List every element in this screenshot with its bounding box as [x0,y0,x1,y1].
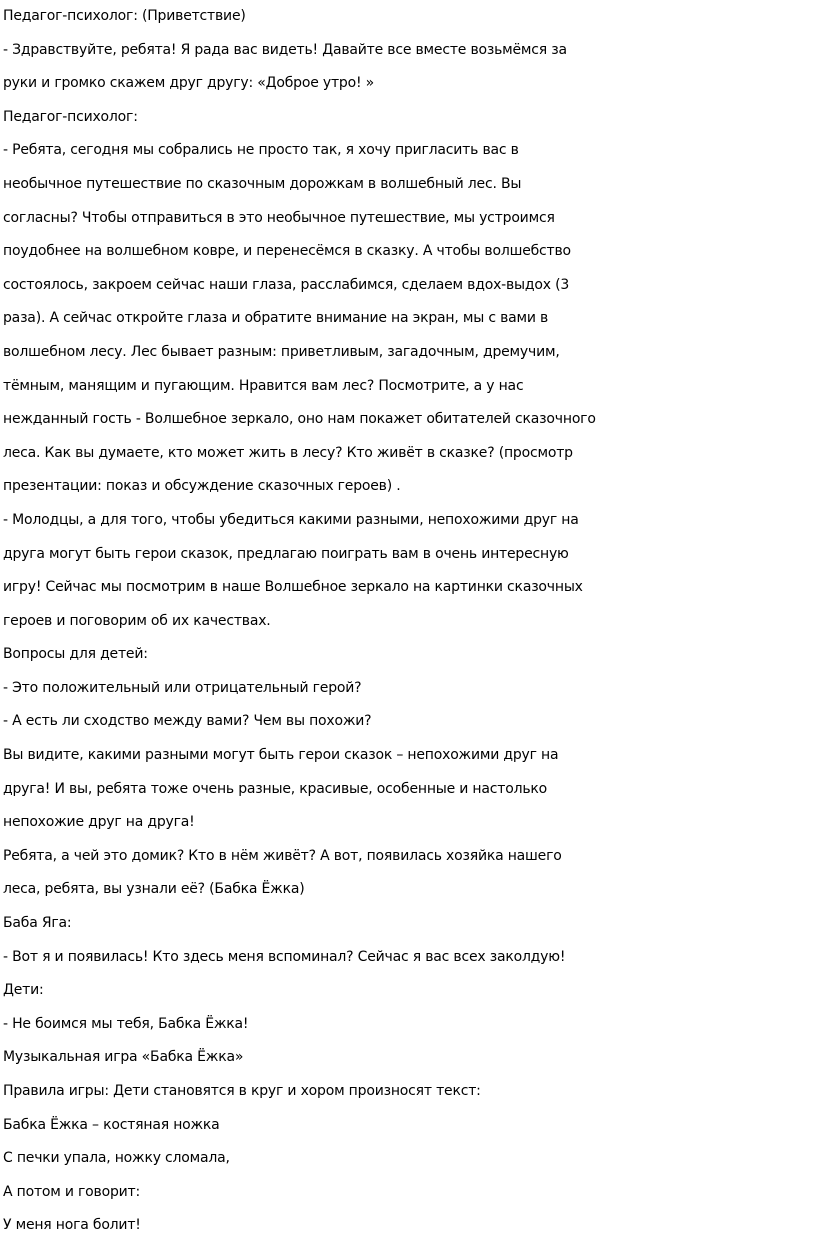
text-line: нежданный гость - Волшебное зеркало, оно нам покажет обитателей сказочного [3,411,596,428]
text-line: Дети: [3,982,44,999]
text-line: тёмным, манящим и пугающим. Нравится вам лес? Посмотрите, а у нас [3,377,524,394]
text-line: Ребята, а чей это домик? Кто в нём живёт? А вот, появилась хозяйка нашего [3,847,562,864]
text-line: Музыкальная игра «Бабка Ёжка» [3,1049,244,1066]
text-line: руки и громко скажем друг другу: «Доброе утро! » [3,75,374,92]
text-line: Педагог-психолог: (Приветствие) [3,8,246,24]
text-line: У меня нога болит! [3,1217,141,1234]
text-line: игру! Сейчас мы посмотрим в наше Волшебное зеркало на картинки сказочных [3,579,583,596]
text-line: Педагог-психолог: [3,108,138,125]
text-line: волшебном лесу. Лес бывает разным: приветливым, загадочным, дремучим, [3,343,560,360]
text-line: леса. Как вы думаете, кто может жить в лесу? Кто живёт в сказке? (просмотр [3,444,573,461]
text-line: - Не боимся мы тебя, Бабка Ёжка! [3,1015,249,1032]
text-line: леса, ребята, вы узнали её? (Бабка Ёжка) [3,881,305,898]
text-line: Бабка Ёжка – костяная ножка [3,1116,220,1133]
text-line: А потом и говорит: [3,1183,141,1200]
text-line: - Молодцы, а для того, чтобы убедиться какими разными, непохожими друг на [3,511,579,528]
text-line: друга могут быть герои сказок, предлагаю поиграть вам в очень интересную [3,545,569,562]
text-line: героев и поговорим об их качествах. [3,612,271,629]
text-line: - Вот я и появилась! Кто здесь меня вспоминал? Сейчас я вас всех заколдую! [3,948,566,965]
text-line: С печки упала, ножку сломала, [3,1150,230,1167]
text-line: состоялось, закроем сейчас наши глаза, расслабимся, сделаем вдох-выдох (3 [3,276,570,293]
text-line: Вопросы для детей: [3,646,148,663]
text-line: необычное путешествие по сказочным дорожкам в волшебный лес. Вы [3,175,522,192]
text-line: друга! И вы, ребята тоже очень разные, красивые, особенные и настолько [3,780,548,797]
text-line: непохожие друг на друга! [3,814,195,831]
text-line: презентации: показ и обсуждение сказочных героев) . [3,478,401,495]
text-line: Вы видите, какими разными могут быть герои сказок – непохожими друг на [3,747,559,764]
text-line: Баба Яга: [3,915,72,932]
text-line: - Это положительный или отрицательный герой? [3,679,362,696]
text-line: - А есть ли сходство между вами? Чем вы похожи? [3,713,372,730]
text-line: согласны? Чтобы отправиться в это необычное путешествие, мы устроимся [3,209,555,226]
text-line: Правила игры: Дети становятся в круг и хором произносят текст: [3,1083,481,1099]
text-line: раза). А сейчас откройте глаза и обратите внимание на экран, мы с вами в [3,310,549,327]
text-line: поудобнее на волшебном ковре, и перенесёмся в сказку. А чтобы волшебство [3,243,571,260]
text-line: - Здравствуйте, ребята! Я рада вас видеть! Давайте все вместе возьмёмся за [3,41,567,58]
text-line: - Ребята, сегодня мы собрались не просто так, я хочу пригласить вас в [3,142,519,159]
